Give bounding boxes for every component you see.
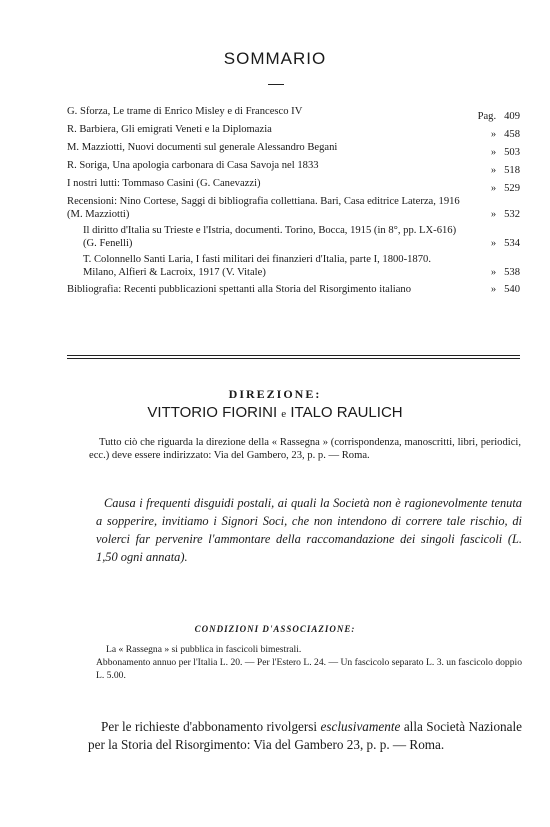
- toc-page-prefix: »: [490, 165, 497, 177]
- toc-entry[interactable]: [67, 160, 520, 178]
- subscription-emphasis: esclusivamente: [320, 719, 401, 734]
- conditions-line: La « Rassegna » si pubblica in fascicoli bimestrali.: [106, 644, 302, 655]
- subscription-text: Per le richieste d'abbonamento rivolgersi: [101, 719, 318, 734]
- toc-entry[interactable]: [67, 225, 520, 250]
- toc-page-prefix: Pag.: [477, 111, 497, 123]
- toc-page-prefix: »: [490, 183, 497, 195]
- toc-page-prefix: »: [490, 129, 497, 141]
- editors-names: [0, 404, 550, 421]
- section-divider: [67, 358, 520, 359]
- toc-entry-title: T. Colonnello Santi Laria, I fasti militari dei finanzieri d'Italia, parte I, 1800-1870. Milano, Alfieri & Lacroix, 1917 (V. Vitale): [83, 254, 431, 278]
- postal-notice: Causa i frequenti disguidi postali, ai quali la Società non è ragionevolmente tenuta a sopperire, invitiamo i Signori Soci, che non intendono di correre tale rischio, di volerci far pervenire l'ammontare della raccomandazione dei singoli fascicoli (L. 1,50 ogni annata).: [96, 496, 522, 564]
- toc-entry-title: I nostri lutti: Tommaso Casini (G. Canevazzi): [67, 178, 261, 189]
- toc-entry[interactable]: [67, 178, 520, 196]
- toc-page-number: 503: [504, 147, 520, 159]
- toc-entry[interactable]: [67, 142, 520, 160]
- direction-label: DIREZIONE:: [228, 387, 322, 401]
- title-divider: [268, 84, 284, 85]
- toc-page-number: 529: [504, 183, 520, 195]
- direction-note: Tutto ciò che riguarda la direzione della « Rassegna » (corrispondenza, manoscritti, libri, periodici, ecc.) deve essere indirizzato: Via del Gambero, 23, p. p. — Roma.: [89, 437, 521, 461]
- toc-page-prefix: »: [490, 266, 497, 278]
- subscription-info: [88, 718, 522, 754]
- toc-entry[interactable]: [67, 124, 520, 142]
- toc-page-number: 409: [504, 111, 520, 123]
- toc-entry-title: R. Soriga, Una apologia carbonara di Casa Savoja nel 1833: [67, 160, 319, 171]
- toc-page-number: 538: [504, 266, 520, 278]
- page-title: SOMMARIO: [223, 49, 327, 68]
- table-of-contents: [67, 106, 520, 300]
- section-divider: [67, 355, 520, 356]
- editor-name: ITALO RAULICH: [290, 404, 403, 421]
- toc-entry-title: R. Barbiera, Gli emigrati Veneti e la Diplomazia: [67, 124, 272, 135]
- toc-entry-title: Recensioni: Nino Cortese, Saggi di bibliografia collettiana. Bari, Casa editrice Laterza, 1916 (M. Mazziotti): [67, 196, 460, 220]
- toc-entry[interactable]: [67, 196, 520, 221]
- toc-page-number: 458: [504, 129, 520, 141]
- toc-page-number: 540: [504, 283, 520, 295]
- toc-page-number: 518: [504, 165, 520, 177]
- toc-entry[interactable]: [67, 106, 520, 124]
- toc-entry-title: Il diritto d'Italia su Trieste e l'Istria, documenti. Torino, Bocca, 1915 (in 8°, pp. LX-616) (G. Fenelli): [83, 225, 457, 249]
- toc-page-prefix: »: [490, 147, 497, 159]
- toc-entry-title: Bibliografia: Recenti pubblicazioni spettanti alla Storia del Risorgimento italiano: [67, 283, 412, 295]
- subscription-text: alla Società Nazionale per la Storia del Risorgimento: Via del Gambero 23, p. p. — Roma.: [88, 719, 523, 752]
- toc-page-number: 532: [504, 208, 520, 220]
- editor-conjunction: e: [281, 408, 287, 420]
- toc-entry-title: M. Mazziotti, Nuovi documenti sul generale Alessandro Begani: [67, 142, 338, 153]
- toc-page-prefix: »: [490, 283, 497, 295]
- conditions-title: CONDIZIONI D'ASSOCIAZIONE:: [194, 624, 356, 634]
- toc-page-number: 534: [504, 237, 520, 249]
- editor-name: VITTORIO FIORINI: [147, 404, 278, 421]
- conditions-line: Abbonamento annuo per l'Italia L. 20. — Per l'Estero L. 24. — Un fascicolo separato L. 3. un fascicolo doppio L. 5.00.: [96, 657, 522, 681]
- conditions-body: [96, 643, 522, 682]
- toc-page-prefix: »: [490, 208, 497, 220]
- toc-page-prefix: »: [490, 237, 497, 249]
- toc-entry[interactable]: [67, 254, 520, 279]
- toc-entry-title: G. Sforza, Le trame di Enrico Misley e di Francesco IV: [67, 106, 303, 117]
- toc-entry[interactable]: [67, 284, 520, 297]
